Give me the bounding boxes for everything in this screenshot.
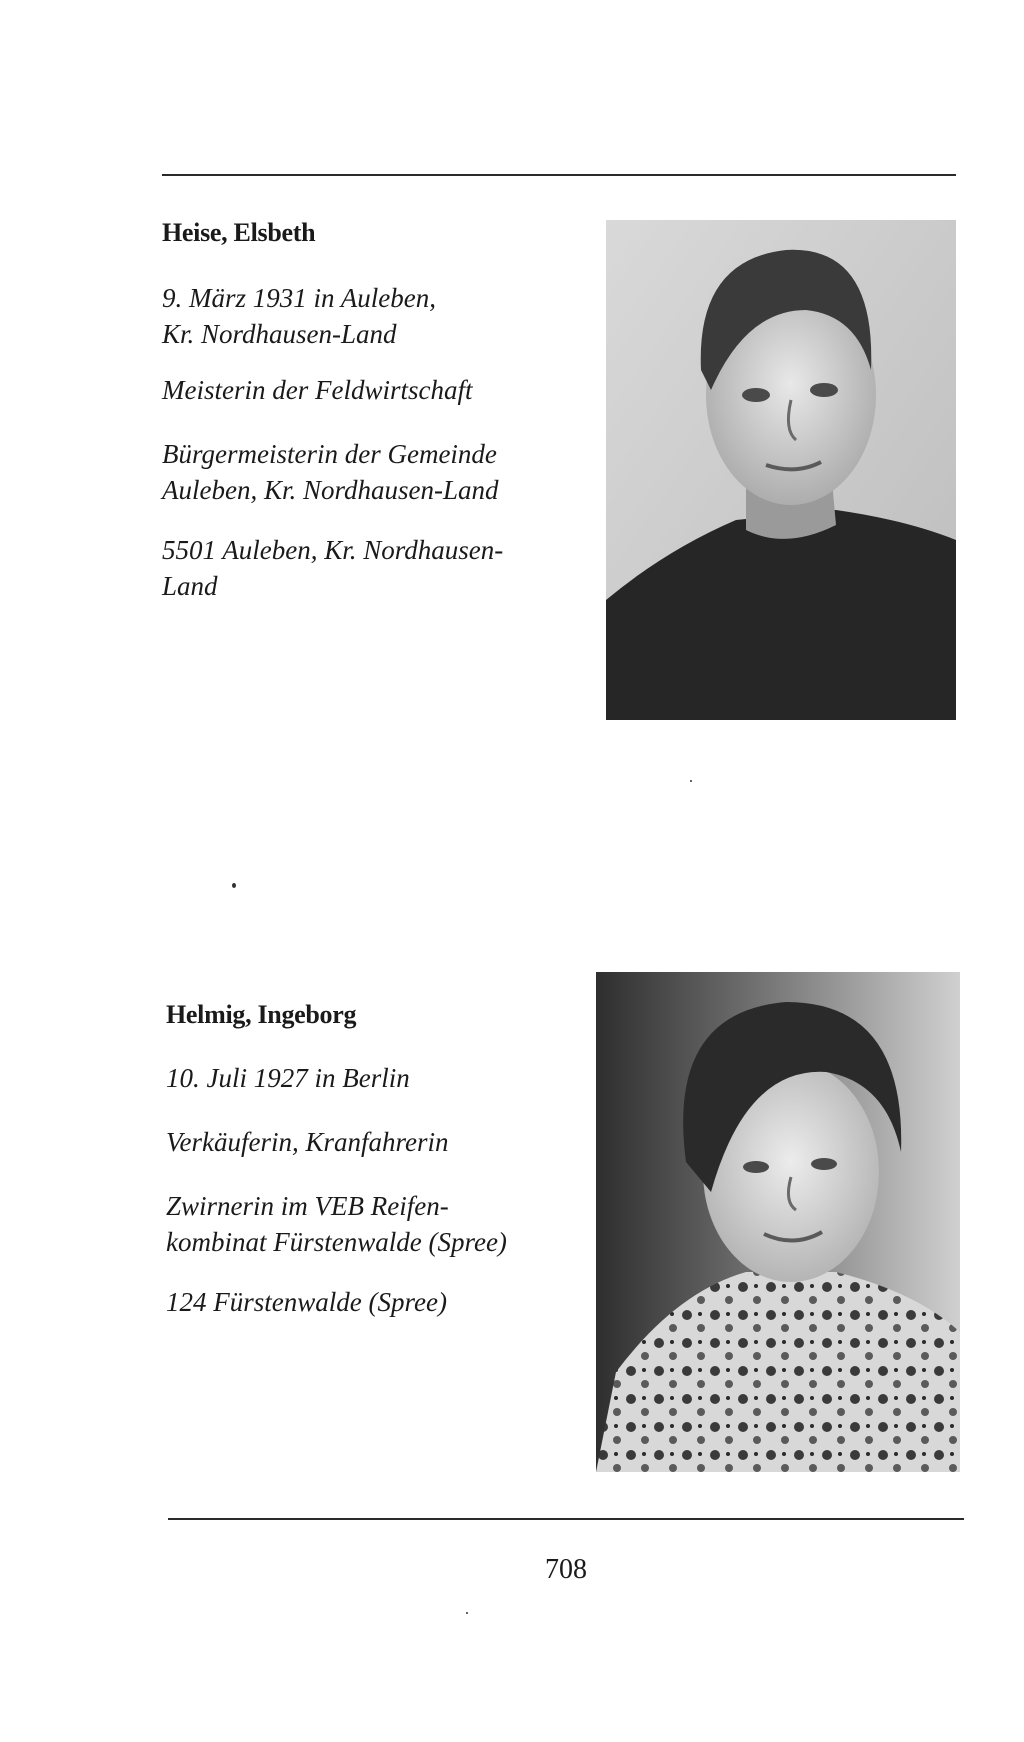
entry-name: Heise, Elsbeth	[162, 218, 316, 247]
speck	[232, 883, 236, 888]
entry-heise-profession	[162, 372, 472, 408]
position-line: kombinat Fürstenwalde (Spree)	[166, 1227, 507, 1257]
top-rule	[162, 174, 956, 176]
speck	[466, 1612, 468, 1614]
address-line: 5501 Auleben, Kr. Nordhausen-	[162, 535, 504, 565]
entry-helmig-address	[166, 1284, 447, 1320]
birth-line: Kr. Nordhausen-Land	[162, 319, 397, 349]
portrait-photo-icon	[596, 972, 960, 1472]
entry-helmig-profession	[166, 1124, 449, 1160]
position-line: Auleben, Kr. Nordhausen-Land	[162, 475, 499, 505]
portrait-photo-icon	[606, 220, 956, 720]
birth-line: 9. März 1931 in Auleben,	[162, 283, 436, 313]
position-line: Bürgermeisterin der Gemeinde	[162, 439, 497, 469]
entry-helmig-position	[166, 1188, 507, 1260]
birth-line: 10. Juli 1927 in Berlin	[166, 1063, 410, 1093]
entry-heise	[162, 218, 315, 248]
entry-heise-position	[162, 436, 499, 508]
page-number: 708	[545, 1554, 587, 1585]
bottom-rule	[168, 1518, 964, 1520]
entry-name: Helmig, Ingeborg	[166, 1000, 357, 1029]
address-line: 124 Fürstenwalde (Spree)	[166, 1287, 447, 1317]
entry-heise-birth	[162, 280, 436, 352]
entry-helmig	[166, 1000, 356, 1030]
profession-line: Meisterin der Feldwirtschaft	[162, 375, 473, 405]
profession-line: Verkäuferin, Kranfahrerin	[166, 1127, 449, 1157]
address-line: Land	[162, 571, 218, 601]
entry-helmig-birth	[166, 1060, 410, 1096]
position-line: Zwirnerin im VEB Reifen-	[166, 1191, 449, 1221]
speck	[690, 780, 692, 782]
entry-heise-address	[162, 532, 503, 604]
